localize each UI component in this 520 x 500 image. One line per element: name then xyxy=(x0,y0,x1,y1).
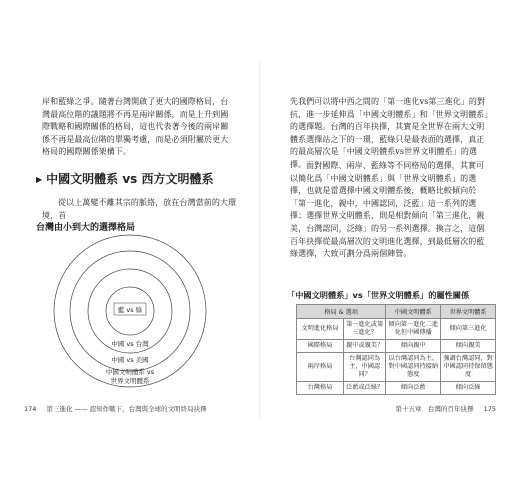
table-cell: 文明進化格局 xyxy=(297,319,344,340)
table-cell: 傾向泛藍 xyxy=(386,382,441,395)
section-heading-text: 中國文明體系 vs 西方文明體系 xyxy=(46,172,214,186)
right-page xyxy=(260,0,520,500)
ring-label-center: 藍 vs 綠 xyxy=(117,306,143,314)
left-footer xyxy=(24,404,207,413)
ring-label-outer-line2: 世界文明體系 xyxy=(110,377,150,385)
attribute-table xyxy=(296,304,496,395)
table-header-world: 世界文明體系 xyxy=(441,305,496,319)
table-cell: 傾向第三進化 xyxy=(441,319,496,340)
table-cell: 親中或親美？ xyxy=(344,340,386,353)
section-heading xyxy=(36,170,213,187)
table-row xyxy=(297,353,496,382)
figure-title: 台灣由小到大的選擇格局 xyxy=(36,223,136,233)
section-paragraph: 從以上萬變不離其宗的脈絡，放在台灣當前的大環境，首 xyxy=(42,198,237,220)
table-cell: 傾向親中 xyxy=(386,340,441,353)
table-cell: 國際格局 xyxy=(297,340,344,353)
table-title: 「中國文明體系」vs「世界文明體系」的屬性關係 xyxy=(287,290,470,300)
table-cell: 以台灣認同為主，對中國認同持接納態度 xyxy=(386,353,441,382)
concentric-circles-diagram xyxy=(30,233,250,393)
table-cell: 強調台灣認同，對中國認同持保留態度 xyxy=(441,353,496,382)
table-cell: 傾向第一進化二進化但中國傳播 xyxy=(386,319,441,340)
table-cell: 傾向泛綠 xyxy=(441,382,496,395)
ring-label-third: 中國 vs 美國 xyxy=(111,356,149,364)
right-paragraph-1: 先我們可以將中西之間的「第一進化vs第三進化」的對抗，進一步延伸爲「中國文明體系」和「世界文明體系」的選擇題。台灣的百年抉擇，其實是全世界在兩大文明體系選擇站之下的一環，藍綠只是最表面的選擇，真正的最高層次是「中國文明體系vs世界文明體系」的選擇。 xyxy=(290,97,489,169)
right-footer xyxy=(396,404,497,413)
ring-label-outer-line1: 中國文明體系 vs xyxy=(105,368,155,376)
table-cell: 台灣認同為主，中國認同？ xyxy=(344,353,386,382)
table-row xyxy=(297,319,496,340)
right-page-number: 175 xyxy=(483,405,496,413)
table-row xyxy=(297,382,496,395)
table-row xyxy=(297,340,496,353)
ring-label-second: 中國 vs 台灣 xyxy=(111,340,149,348)
table-cell: 泛藍或泛綠？ xyxy=(344,382,386,395)
left-page-number: 174 xyxy=(24,405,37,413)
table-cell: 兩岸格局 xyxy=(297,353,344,382)
table-header-dimension: 格局 & 選項 xyxy=(297,305,386,319)
left-running-head: 第三進化 —— 認知作戰下，台灣與全球的文明終局抉擇 xyxy=(46,405,207,413)
triangle-bullet-icon: ▶ xyxy=(36,175,43,184)
right-running-head: 第十五章 台灣的百年抉擇 xyxy=(395,405,474,413)
right-paragraph-2: 面對國際、兩岸、藍綠等不同格局的選擇，其實可以簡化爲「中國文明體系」與「世界文明體系」的選擇，也就是當選擇中國文明體系後，概略比較傾向於「第一進化，親中，中國認同，泛藍」這一系列的選擇；選擇世界文明體系，則是相對傾向「第三進化，親美，台灣認同，泛綠」的另一系列選擇。換言之，這個百年抉擇從最高層次的文明進化選擇，到最低層次的藍綠選擇，大致可劃分爲兩個陣營。 xyxy=(290,161,485,259)
table-header-row xyxy=(297,305,496,319)
intro-paragraph: 岸和藍綠之爭。隨著台灣開啟了更大的國際格局，台灣最高位階的議題將不再是兩岸關係，而是上升到國際戰略和國際關係的格局，這也代表著今後的兩岸關係不再是最高位階的單獨考慮，而是必須附屬於更大格局的國際關係架構下。 xyxy=(42,97,229,157)
table-header-chinese: 中國文明體系 xyxy=(386,305,441,319)
table-cell: 台灣格局 xyxy=(297,382,344,395)
table-cell: 傾向親美 xyxy=(441,340,496,353)
table-cell: 第一進化或第三進化？ xyxy=(344,319,386,340)
